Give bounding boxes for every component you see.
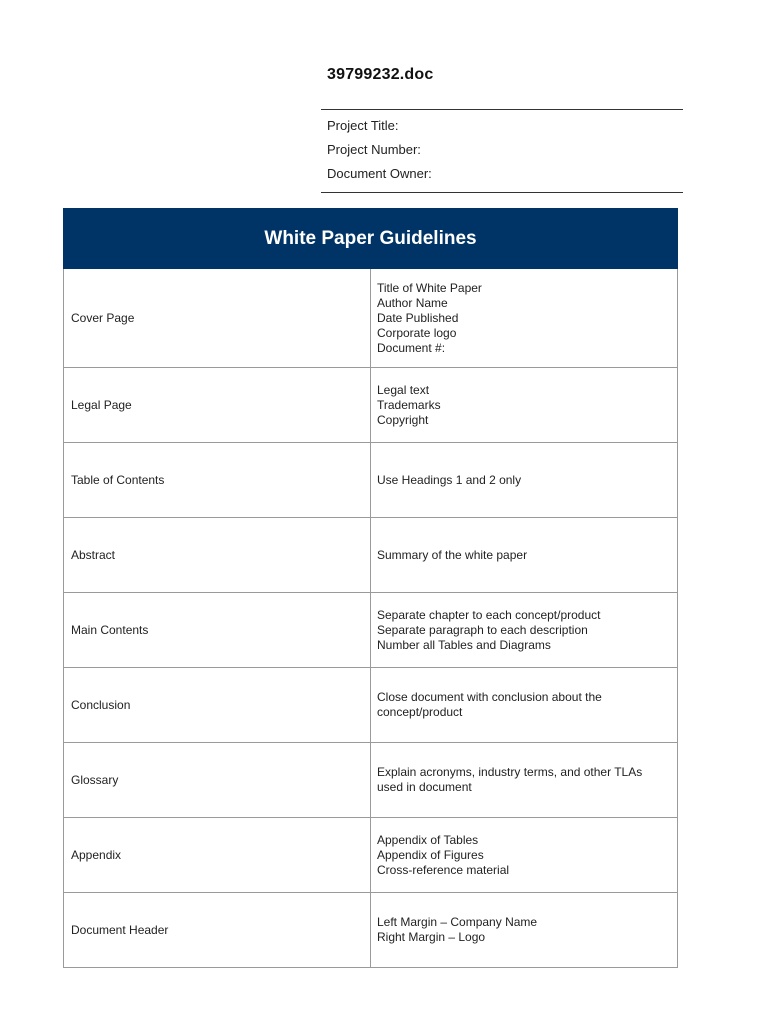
content-line: Use Headings 1 and 2 only bbox=[377, 472, 522, 487]
section-content bbox=[371, 593, 678, 668]
table-row-abstract bbox=[64, 518, 678, 593]
guidelines-table bbox=[63, 208, 678, 968]
document-filename: 39799232.doc bbox=[327, 66, 434, 83]
section-name: Conclusion bbox=[64, 668, 371, 743]
content-line: Right Margin – Logo bbox=[377, 930, 486, 944]
section-name: Cover Page bbox=[64, 269, 371, 368]
section-content bbox=[371, 668, 678, 743]
content-line: Cross-reference material bbox=[377, 862, 510, 877]
content-line: Summary of the white paper bbox=[377, 547, 528, 562]
section-name: Appendix bbox=[64, 818, 371, 893]
content-line: Left Margin – Company Name bbox=[377, 915, 538, 929]
content-line: Date Published bbox=[377, 310, 459, 325]
section-content bbox=[371, 893, 678, 968]
content-line: Separate chapter to each concept/product bbox=[377, 607, 601, 622]
project-number-label: Project Number: bbox=[327, 142, 421, 157]
section-content bbox=[371, 368, 678, 443]
table-row-legal-page bbox=[64, 368, 678, 443]
section-name: Glossary bbox=[64, 743, 371, 818]
table-row-conclusion bbox=[64, 668, 678, 743]
content-line: Trademarks bbox=[377, 397, 441, 412]
content-line: Appendix of Figures bbox=[377, 847, 484, 862]
content-line: Document #: bbox=[377, 340, 446, 355]
table-row-table-of-contents bbox=[64, 443, 678, 518]
content-line: Appendix of Tables bbox=[377, 832, 479, 847]
content-line: Author Name bbox=[377, 295, 448, 310]
section-name: Abstract bbox=[64, 518, 371, 593]
content-line: Title of White Paper bbox=[377, 280, 482, 295]
content-line: Explain acronyms, industry terms, and other TLAs used in document bbox=[377, 765, 643, 794]
section-name: Table of Contents bbox=[64, 443, 371, 518]
section-content bbox=[371, 743, 678, 818]
content-line: Number all Tables and Diagrams bbox=[377, 637, 551, 652]
table-row-main-contents bbox=[64, 593, 678, 668]
content-line: Corporate logo bbox=[377, 325, 457, 340]
project-title-label: Project Title: bbox=[327, 118, 399, 133]
content-line: Close document with conclusion about the concept/product bbox=[377, 690, 602, 719]
section-name: Legal Page bbox=[64, 368, 371, 443]
section-content bbox=[371, 518, 678, 593]
section-name: Document Header bbox=[64, 893, 371, 968]
table-row-document-header bbox=[64, 893, 678, 968]
table-title: White Paper Guidelines bbox=[64, 209, 678, 269]
section-content bbox=[371, 269, 678, 368]
project-meta-block bbox=[321, 109, 683, 193]
content-line: Copyright bbox=[377, 412, 429, 427]
content-line: Legal text bbox=[377, 382, 430, 397]
table-row-cover-page bbox=[64, 269, 678, 368]
table-row-appendix bbox=[64, 818, 678, 893]
table-header-row bbox=[64, 209, 678, 269]
content-line: Separate paragraph to each description bbox=[377, 622, 588, 637]
section-content bbox=[371, 443, 678, 518]
table-row-glossary bbox=[64, 743, 678, 818]
document-owner-label: Document Owner: bbox=[327, 166, 432, 181]
section-content bbox=[371, 818, 678, 893]
section-name: Main Contents bbox=[64, 593, 371, 668]
